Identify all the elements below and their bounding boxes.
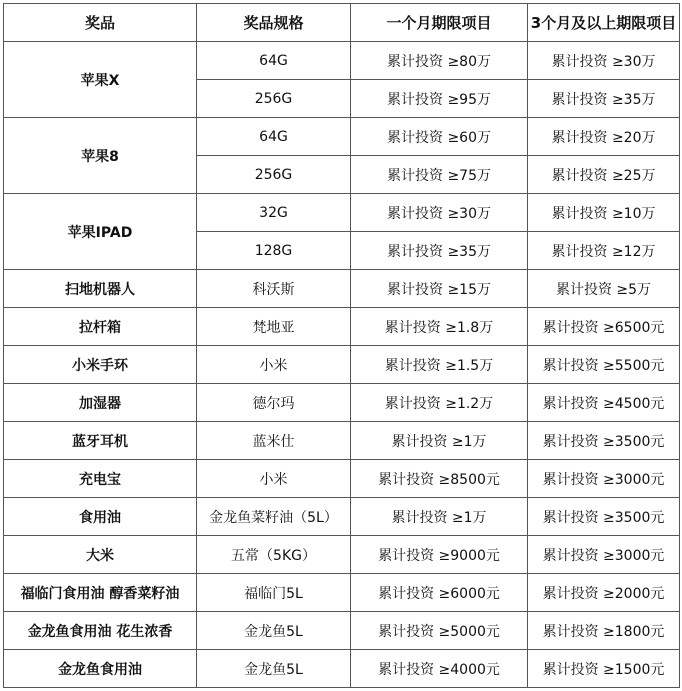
prize-name-cell: 蓝牙耳机 — [4, 422, 197, 460]
header-spec: 奖品规格 — [197, 4, 351, 42]
table-row — [4, 194, 680, 232]
three-month-cell: 累计投资 ≥12万 — [528, 232, 680, 270]
one-month-cell: 累计投资 ≥1.8万 — [351, 308, 528, 346]
one-month-cell: 累计投资 ≥95万 — [351, 80, 528, 118]
one-month-cell: 累计投资 ≥30万 — [351, 194, 528, 232]
table-row — [4, 118, 680, 156]
three-month-cell: 累计投资 ≥5万 — [528, 270, 680, 308]
three-month-cell: 累计投资 ≥10万 — [528, 194, 680, 232]
prize-name-cell: 福临门食用油 醇香菜籽油 — [4, 574, 197, 612]
prize-name-cell: 小米手环 — [4, 346, 197, 384]
table-row — [4, 308, 680, 346]
prize-name-cell: 食用油 — [4, 498, 197, 536]
header-one-month: 一个月期限项目 — [351, 4, 528, 42]
prize-name-cell: 扫地机器人 — [4, 270, 197, 308]
prize-name-cell: 金龙鱼食用油 — [4, 650, 197, 688]
prize-name-cell: 金龙鱼食用油 花生浓香 — [4, 612, 197, 650]
spec-cell: 小米 — [197, 346, 351, 384]
one-month-cell: 累计投资 ≥1万 — [351, 498, 528, 536]
one-month-cell: 累计投资 ≥9000元 — [351, 536, 528, 574]
three-month-cell: 累计投资 ≥2000元 — [528, 574, 680, 612]
three-month-cell: 累计投资 ≥1500元 — [528, 650, 680, 688]
table-row — [4, 498, 680, 536]
one-month-cell: 累计投资 ≥5000元 — [351, 612, 528, 650]
spec-cell: 金龙鱼5L — [197, 650, 351, 688]
table-row — [4, 42, 680, 80]
one-month-cell: 累计投资 ≥1.2万 — [351, 384, 528, 422]
spec-cell: 256G — [197, 156, 351, 194]
spec-cell: 德尔玛 — [197, 384, 351, 422]
table-row — [4, 460, 680, 498]
spec-cell: 梵地亚 — [197, 308, 351, 346]
spec-cell: 福临门5L — [197, 574, 351, 612]
prize-name-cell: 苹果IPAD — [4, 194, 197, 270]
three-month-cell: 累计投资 ≥4500元 — [528, 384, 680, 422]
prize-name-cell: 加湿器 — [4, 384, 197, 422]
prize-table — [3, 3, 680, 688]
table-body — [4, 42, 680, 688]
prize-name-cell: 苹果8 — [4, 118, 197, 194]
spec-cell: 蓝米仕 — [197, 422, 351, 460]
table-row — [4, 574, 680, 612]
table-row — [4, 422, 680, 460]
one-month-cell: 累计投资 ≥60万 — [351, 118, 528, 156]
three-month-cell: 累计投资 ≥3000元 — [528, 536, 680, 574]
prize-name-cell: 苹果X — [4, 42, 197, 118]
spec-cell: 128G — [197, 232, 351, 270]
prize-name-cell: 充电宝 — [4, 460, 197, 498]
prize-name-cell: 大米 — [4, 536, 197, 574]
spec-cell: 64G — [197, 118, 351, 156]
three-month-cell: 累计投资 ≥25万 — [528, 156, 680, 194]
spec-cell: 小米 — [197, 460, 351, 498]
three-month-cell: 累计投资 ≥5500元 — [528, 346, 680, 384]
table-row — [4, 650, 680, 688]
three-month-cell: 累计投资 ≥3000元 — [528, 460, 680, 498]
one-month-cell: 累计投资 ≥75万 — [351, 156, 528, 194]
spec-cell: 五常（5KG） — [197, 536, 351, 574]
header-three-month: 3个月及以上期限项目 — [528, 4, 680, 42]
one-month-cell: 累计投资 ≥6000元 — [351, 574, 528, 612]
three-month-cell: 累计投资 ≥3500元 — [528, 498, 680, 536]
table-header — [4, 4, 680, 42]
header-row — [4, 4, 680, 42]
three-month-cell: 累计投资 ≥30万 — [528, 42, 680, 80]
one-month-cell: 累计投资 ≥4000元 — [351, 650, 528, 688]
spec-cell: 金龙鱼5L — [197, 612, 351, 650]
one-month-cell: 累计投资 ≥1.5万 — [351, 346, 528, 384]
table-row — [4, 612, 680, 650]
spec-cell: 科沃斯 — [197, 270, 351, 308]
one-month-cell: 累计投资 ≥1万 — [351, 422, 528, 460]
spec-cell: 64G — [197, 42, 351, 80]
spec-cell: 32G — [197, 194, 351, 232]
table-row — [4, 384, 680, 422]
one-month-cell: 累计投资 ≥35万 — [351, 232, 528, 270]
one-month-cell: 累计投资 ≥15万 — [351, 270, 528, 308]
three-month-cell: 累计投资 ≥20万 — [528, 118, 680, 156]
table-row — [4, 536, 680, 574]
prize-name-cell: 拉杆箱 — [4, 308, 197, 346]
table-row — [4, 270, 680, 308]
header-prize: 奖品 — [4, 4, 197, 42]
table-row — [4, 346, 680, 384]
one-month-cell: 累计投资 ≥8500元 — [351, 460, 528, 498]
three-month-cell: 累计投资 ≥6500元 — [528, 308, 680, 346]
one-month-cell: 累计投资 ≥80万 — [351, 42, 528, 80]
three-month-cell: 累计投资 ≥3500元 — [528, 422, 680, 460]
spec-cell: 金龙鱼菜籽油（5L） — [197, 498, 351, 536]
three-month-cell: 累计投资 ≥1800元 — [528, 612, 680, 650]
spec-cell: 256G — [197, 80, 351, 118]
three-month-cell: 累计投资 ≥35万 — [528, 80, 680, 118]
